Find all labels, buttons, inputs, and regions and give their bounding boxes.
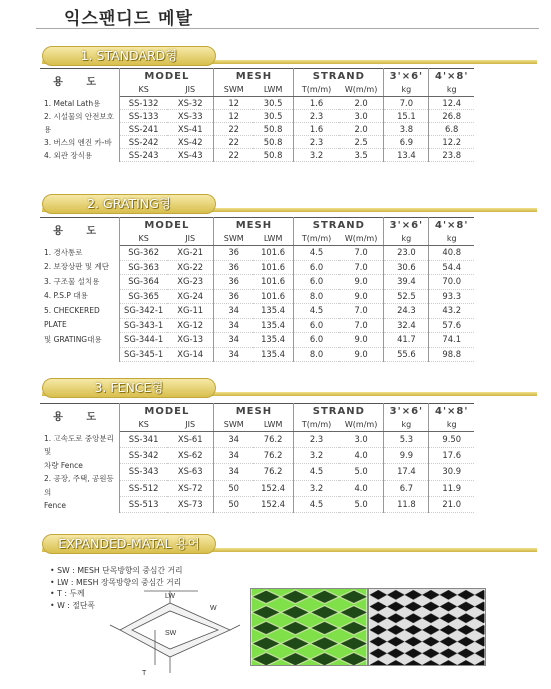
use-item: 1. 경사통로 xyxy=(44,247,83,257)
cell-w: 7.0 xyxy=(339,318,384,333)
cell-lwm: 101.6 xyxy=(253,275,294,290)
cell-t: 4.5 xyxy=(294,464,339,480)
cell-swm: 22 xyxy=(214,136,253,149)
cell-lwm: 30.5 xyxy=(253,110,294,123)
cell-jis: XS-61 xyxy=(167,432,214,448)
cell-swm: 34 xyxy=(214,464,253,480)
cell-kg-4x8: 6.8 xyxy=(429,123,474,136)
cell-ks: SS-133 xyxy=(120,110,167,123)
fence-section-title: 3. FENCE형 xyxy=(42,378,216,398)
cell-ks: SG-344-1 xyxy=(120,333,167,348)
header-kg: kg xyxy=(384,419,429,432)
cell-t: 3.2 xyxy=(294,448,339,464)
cell-w: 3.5 xyxy=(339,149,384,162)
cell-w: 9.0 xyxy=(339,333,384,348)
cell-kg-3x6: 13.4 xyxy=(384,149,429,162)
cell-kg-4x8: 12.4 xyxy=(429,97,474,110)
header-w: W(m/m) xyxy=(339,233,384,246)
cell-jis: XS-62 xyxy=(167,448,214,464)
use-item: Fence xyxy=(44,501,67,510)
cell-w: 3.0 xyxy=(339,432,384,448)
cell-swm: 36 xyxy=(214,289,253,304)
cell-lwm: 101.6 xyxy=(253,289,294,304)
header-size1: 3'×6' xyxy=(384,218,429,233)
cell-w: 2.0 xyxy=(339,97,384,110)
cell-t: 8.0 xyxy=(294,289,339,304)
standard-section-title: 1. STANDARD형 xyxy=(42,46,216,66)
cell-lwm: 135.4 xyxy=(253,333,294,348)
cell-swm: 34 xyxy=(214,448,253,464)
header-swm: SWM xyxy=(214,419,253,432)
cell-kg-3x6: 15.1 xyxy=(384,110,429,123)
title-divider xyxy=(36,28,539,29)
cell-t: 6.0 xyxy=(294,333,339,348)
cell-jis: XS-42 xyxy=(167,136,214,149)
cell-kg-3x6: 39.4 xyxy=(384,275,429,290)
glossary-item: • SW : MESH 단목방향의 중심간 거리 xyxy=(50,566,183,575)
use-item: 4. 외관 장식용 xyxy=(44,150,93,160)
cell-jis: XG-22 xyxy=(167,260,214,275)
cell-jis: XS-32 xyxy=(167,97,214,110)
cell-kg-3x6: 24.3 xyxy=(384,304,429,319)
cell-kg-3x6: 9.9 xyxy=(384,448,429,464)
cell-kg-3x6: 32.4 xyxy=(384,318,429,333)
header-swm: SWM xyxy=(214,84,253,97)
cell-ks: SS-341 xyxy=(120,432,167,448)
use-item: 2. 시설물의 안전보호용 xyxy=(44,111,114,134)
cell-kg-3x6: 11.8 xyxy=(384,496,429,512)
cell-jis: XS-33 xyxy=(167,110,214,123)
cell-w: 9.0 xyxy=(339,289,384,304)
cell-kg-3x6: 17.4 xyxy=(384,464,429,480)
diagram-label-t: T xyxy=(142,670,147,677)
cell-kg-4x8: 43.2 xyxy=(429,304,474,319)
cell-t: 4.5 xyxy=(294,246,339,261)
header-kg: kg xyxy=(429,84,474,97)
cell-w: 7.0 xyxy=(339,246,384,261)
header-kg: kg xyxy=(429,233,474,246)
cell-w: 4.0 xyxy=(339,448,384,464)
header-mesh: MESH xyxy=(214,404,294,419)
header-ks: KS xyxy=(120,84,167,97)
use-item: 3. 구조물 설치용 xyxy=(44,276,100,286)
fence-spec-table xyxy=(40,403,474,513)
cell-w: 3.0 xyxy=(339,110,384,123)
cell-swm: 12 xyxy=(214,97,253,110)
cell-t: 4.5 xyxy=(294,496,339,512)
page-title: 익스팬디드 메탈 xyxy=(64,9,193,29)
cell-kg-4x8: 93.3 xyxy=(429,289,474,304)
cell-w: 4.0 xyxy=(339,480,384,496)
header-strand: STRAND xyxy=(294,404,384,419)
cell-t: 2.3 xyxy=(294,136,339,149)
header-size2: 4'×8' xyxy=(429,404,474,419)
cell-kg-4x8: 17.6 xyxy=(429,448,474,464)
cell-t: 1.6 xyxy=(294,123,339,136)
header-strand: STRAND xyxy=(294,218,384,233)
standard-spec-table xyxy=(40,68,474,162)
header-strand: STRAND xyxy=(294,69,384,84)
cell-swm: 22 xyxy=(214,149,253,162)
header-jis: JIS xyxy=(167,419,214,432)
cell-t: 2.3 xyxy=(294,110,339,123)
header-model: MODEL xyxy=(120,69,214,84)
header-jis: JIS xyxy=(167,233,214,246)
cell-t: 1.6 xyxy=(294,97,339,110)
cell-jis: XG-14 xyxy=(167,347,214,362)
cell-lwm: 101.6 xyxy=(253,246,294,261)
cell-t: 4.5 xyxy=(294,304,339,319)
use-item: 및 GRATING대용 xyxy=(44,334,102,344)
use-list xyxy=(40,432,120,513)
header-t: T(m/m) xyxy=(294,233,339,246)
cell-t: 8.0 xyxy=(294,347,339,362)
cell-ks: SG-342-1 xyxy=(120,304,167,319)
cell-t: 6.0 xyxy=(294,260,339,275)
cell-swm: 34 xyxy=(214,304,253,319)
table-row xyxy=(40,432,474,448)
cell-jis: XS-63 xyxy=(167,464,214,480)
header-jis: JIS xyxy=(167,84,214,97)
cell-w: 5.0 xyxy=(339,464,384,480)
cell-jis: XG-13 xyxy=(167,333,214,348)
cell-kg-3x6: 41.7 xyxy=(384,333,429,348)
header-kg: kg xyxy=(384,84,429,97)
use-item: 5. CHECKERED PLATE xyxy=(44,305,100,329)
grating-section-title: 2. GRATING형 xyxy=(42,194,216,214)
use-item: 3. 버스의 엔진 카-바 xyxy=(44,137,112,147)
cell-jis: XG-24 xyxy=(167,289,214,304)
cell-lwm: 152.4 xyxy=(253,496,294,512)
header-model: MODEL xyxy=(120,404,214,419)
header-t: T(m/m) xyxy=(294,419,339,432)
cell-lwm: 76.2 xyxy=(253,464,294,480)
cell-lwm: 135.4 xyxy=(253,318,294,333)
green-mesh-photo xyxy=(250,588,368,666)
cell-w: 5.0 xyxy=(339,496,384,512)
cell-lwm: 152.4 xyxy=(253,480,294,496)
cell-kg-3x6: 3.8 xyxy=(384,123,429,136)
strand-right xyxy=(230,625,240,630)
header-yongdo: 용 도 xyxy=(40,218,120,246)
glossary-item: • W : 절단폭 xyxy=(50,600,95,610)
header-size1: 3'×6' xyxy=(384,69,429,84)
strand-left xyxy=(110,625,120,630)
header-yongdo: 용 도 xyxy=(40,69,120,97)
cell-kg-3x6: 6.7 xyxy=(384,480,429,496)
glossary-item: • LW : MESH 장목방향의 중심간 거리 xyxy=(50,577,182,587)
cell-ks: SS-343 xyxy=(120,464,167,480)
cell-kg-4x8: 54.4 xyxy=(429,260,474,275)
use-item: 4. P.S.P 대용 xyxy=(44,291,88,300)
cell-swm: 50 xyxy=(214,496,253,512)
grating-spec-table xyxy=(40,217,474,362)
cell-ks: SG-362 xyxy=(120,246,167,261)
header-kg: kg xyxy=(384,233,429,246)
cell-swm: 22 xyxy=(214,123,253,136)
black-mesh-photo xyxy=(368,588,486,666)
cell-ks: SS-241 xyxy=(120,123,167,136)
cell-swm: 34 xyxy=(214,318,253,333)
use-item: 2. 보장상판 및 계단 xyxy=(44,262,110,271)
cell-ks: SG-364 xyxy=(120,275,167,290)
cell-lwm: 50.8 xyxy=(253,136,294,149)
cell-lwm: 101.6 xyxy=(253,260,294,275)
cell-jis: XG-21 xyxy=(167,246,214,261)
cell-swm: 50 xyxy=(214,480,253,496)
cell-kg-3x6: 23.0 xyxy=(384,246,429,261)
cell-w: 2.0 xyxy=(339,123,384,136)
header-t: T(m/m) xyxy=(294,84,339,97)
cell-lwm: 76.2 xyxy=(253,448,294,464)
cell-ks: SS-132 xyxy=(120,97,167,110)
cell-kg-4x8: 40.8 xyxy=(429,246,474,261)
header-kg: kg xyxy=(429,419,474,432)
cell-kg-3x6: 5.3 xyxy=(384,432,429,448)
header-mesh: MESH xyxy=(214,218,294,233)
header-lwm: LWM xyxy=(253,233,294,246)
cell-jis: XS-73 xyxy=(167,496,214,512)
cell-t: 6.0 xyxy=(294,318,339,333)
cell-swm: 34 xyxy=(214,432,253,448)
table-row xyxy=(40,246,474,261)
cell-kg-4x8: 23.8 xyxy=(429,149,474,162)
diagram-label-sw: SW xyxy=(165,630,177,637)
header-lwm: LWM xyxy=(253,419,294,432)
header-swm: SWM xyxy=(214,233,253,246)
header-mesh: MESH xyxy=(214,69,294,84)
cell-kg-4x8: 26.8 xyxy=(429,110,474,123)
cell-kg-4x8: 74.1 xyxy=(429,333,474,348)
cell-ks: SS-243 xyxy=(120,149,167,162)
cell-w: 7.0 xyxy=(339,304,384,319)
cell-ks: SS-242 xyxy=(120,136,167,149)
glossary-item: • T : 두께 xyxy=(50,589,85,598)
cell-kg-3x6: 52.5 xyxy=(384,289,429,304)
cell-swm: 36 xyxy=(214,246,253,261)
cell-kg-4x8: 9.50 xyxy=(429,432,474,448)
cell-ks: SS-512 xyxy=(120,480,167,496)
cell-swm: 12 xyxy=(214,110,253,123)
glossary-section-title: EXPANDED-MATAL 용어 xyxy=(42,534,216,554)
cell-t: 6.0 xyxy=(294,275,339,290)
header-ks: KS xyxy=(120,233,167,246)
cell-jis: XG-11 xyxy=(167,304,214,319)
cell-w: 9.0 xyxy=(339,347,384,362)
cell-kg-4x8: 11.9 xyxy=(429,480,474,496)
header-ks: KS xyxy=(120,419,167,432)
use-item: 2. 공장, 주택, 공원등의 xyxy=(44,474,114,497)
use-list xyxy=(40,246,120,362)
cell-kg-4x8: 98.8 xyxy=(429,347,474,362)
cell-kg-4x8: 57.6 xyxy=(429,318,474,333)
cell-kg-3x6: 7.0 xyxy=(384,97,429,110)
cell-t: 2.3 xyxy=(294,432,339,448)
cell-ks: SG-343-1 xyxy=(120,318,167,333)
header-size1: 3'×6' xyxy=(384,404,429,419)
cell-jis: XG-23 xyxy=(167,275,214,290)
cell-w: 9.0 xyxy=(339,275,384,290)
header-w: W(m/m) xyxy=(339,419,384,432)
mesh-diagram xyxy=(110,585,240,680)
cell-jis: XS-41 xyxy=(167,123,214,136)
cell-jis: XS-43 xyxy=(167,149,214,162)
cell-ks: SG-345-1 xyxy=(120,347,167,362)
header-yongdo: 용 도 xyxy=(40,404,120,432)
cell-kg-3x6: 55.6 xyxy=(384,347,429,362)
cell-kg-3x6: 30.6 xyxy=(384,260,429,275)
cell-w: 7.0 xyxy=(339,260,384,275)
use-list xyxy=(40,97,120,162)
use-item: 차량 Fence xyxy=(44,460,83,470)
diagram-label-w: W xyxy=(210,605,217,612)
use-item: 1. 고속도로 중앙분리 및 xyxy=(44,433,114,456)
cell-kg-4x8: 70.0 xyxy=(429,275,474,290)
cell-ks: SS-342 xyxy=(120,448,167,464)
cell-ks: SS-513 xyxy=(120,496,167,512)
cell-w: 2.5 xyxy=(339,136,384,149)
header-size2: 4'×8' xyxy=(429,69,474,84)
cell-kg-3x6: 6.9 xyxy=(384,136,429,149)
cell-jis: XG-12 xyxy=(167,318,214,333)
header-lwm: LWM xyxy=(253,84,294,97)
cell-swm: 36 xyxy=(214,275,253,290)
cell-lwm: 135.4 xyxy=(253,304,294,319)
table-row xyxy=(40,97,474,110)
cell-ks: SG-363 xyxy=(120,260,167,275)
header-size2: 4'×8' xyxy=(429,218,474,233)
cell-swm: 34 xyxy=(214,333,253,348)
cell-swm: 34 xyxy=(214,347,253,362)
cell-lwm: 135.4 xyxy=(253,347,294,362)
cell-swm: 36 xyxy=(214,260,253,275)
cell-kg-4x8: 30.9 xyxy=(429,464,474,480)
cell-lwm: 76.2 xyxy=(253,432,294,448)
cell-kg-4x8: 21.0 xyxy=(429,496,474,512)
cell-kg-4x8: 12.2 xyxy=(429,136,474,149)
cell-t: 3.2 xyxy=(294,480,339,496)
cell-lwm: 50.8 xyxy=(253,123,294,136)
cell-lwm: 50.8 xyxy=(253,149,294,162)
cell-lwm: 30.5 xyxy=(253,97,294,110)
cell-t: 3.2 xyxy=(294,149,339,162)
header-model: MODEL xyxy=(120,218,214,233)
cell-jis: XS-72 xyxy=(167,480,214,496)
use-item: 1. Metal Lath용 xyxy=(44,98,101,108)
diagram-label-lw: LW xyxy=(165,593,175,600)
cell-ks: SG-365 xyxy=(120,289,167,304)
header-w: W(m/m) xyxy=(339,84,384,97)
